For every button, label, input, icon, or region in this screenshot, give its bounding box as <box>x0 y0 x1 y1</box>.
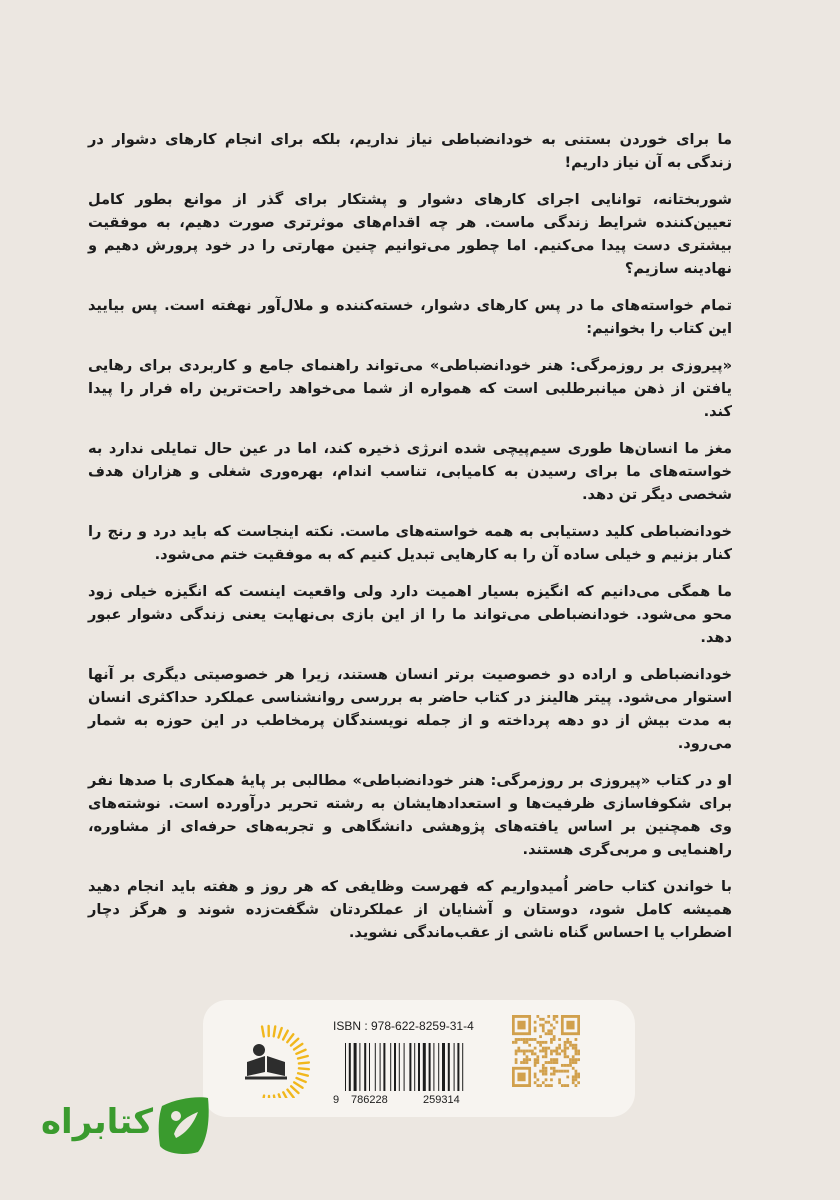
back-cover-text <box>88 128 732 958</box>
barcode-digit-first: 9 <box>333 1094 340 1106</box>
paragraph: او در کتاب «پیروزی بر روزمرگی: هنر خودانضباطی» مطالبی بر پایهٔ همکاری با صدها نفر برای شکوفاسازی ظرفیت‌ها و استعدادهایشان به رشته تحریر درآورده است. نوشته‌های وی همچنین بر اساس یافته‌های پژوهشی دانشگاهی و تجربه‌های حرفه‌ای از مشاوره، راهنمایی و مربی‌گری هستند. <box>88 772 732 858</box>
paragraph: تمام خواسته‌های ما در پس کارهای دشوار، خسته‌کننده و ملال‌آور نهفته است. پس بیایید این کتاب را بخوانیم: <box>88 297 732 337</box>
paragraph: خودانضباطی کلید دستیابی به همه خواسته‌های ماست. نکته اینجاست که باید درد و رنج را کنار بزنیم و خیلی ساده آن را به کارهایی تبدیل کنیم که به موفقیت ختم می‌شود. <box>88 523 732 563</box>
book-leaf-icon <box>154 1094 212 1156</box>
paragraph: ما همگی می‌دانیم که انگیزه بسیار اهمیت دارد ولی واقعیت اینست که انگیزه خیلی زود محو می‌شود. خودانضباطی می‌تواند ما را از این بازی بی‌نهایت یعنی زندگی دشوار عبور دهد. <box>88 583 732 646</box>
barcode-digits-right: 259314 <box>423 1094 460 1106</box>
paragraph: خودانضباطی و اراده دو خصوصیت برتر انسان هستند، زیرا هر خصوصیتی دیگری بر آنها استوار می‌شود. پیتر هالینز در کتاب حاضر به بررسی روانشناسی عملکرد حداکثری انسان به مدت بیش از دو دهه پرداخته و از جمله نویسندگان پرمخاطب در این حوزه به شمار می‌رود. <box>88 666 732 752</box>
paragraph: ما برای خوردن بستنی به خودانضباطی نیاز نداریم، بلکه برای انجام کارهای دشوار در زندگی به آن نیاز داریم! <box>88 131 732 171</box>
qr-code <box>512 1015 580 1087</box>
paragraph: «پیروزی بر روزمرگی: هنر خودانضباطی» می‌تواند راهنمای جامع و کاربردی برای رهایی یافتن از ذهن میانبرطلبی است که همواره از شما می‌خواهد راحت‌ترین راه فرار را پیدا کند. <box>88 357 732 420</box>
paragraph: مغز ما انسان‌ها طوری سیم‌پیچی شده انرژی ذخیره کند، اما در عین حال تمایلی ندارد به خواسته‌های ما برای رسیدن به کامیابی، تناسب اندام، بهره‌وری شغلی و هزاران هدف شخصی دیگر تن دهد. <box>88 440 732 503</box>
brand-logo <box>40 1090 212 1160</box>
sunburst-reader-icon <box>231 1010 311 1098</box>
paragraph: شوربختانه، توانایی اجرای کارهای دشوار و پشتکار برای گذر از موانع بطور کامل تعیین‌کننده شرایط زندگی ماست. هر چه اقدام‌های موثرتری صورت دهیم، به موفقیت بیشتری دست پیدا می‌کنیم. اما چطور می‌توانیم چنین مهارتی را در خود پرورش دهیم و نهادینه سازیم؟ <box>88 191 732 277</box>
barcode-digits-left: 786228 <box>351 1094 388 1106</box>
barcode <box>343 1043 493 1091</box>
brand-name: کتابراه <box>40 1102 154 1142</box>
isbn-label: ISBN : 978-622-8259-31-4 <box>333 1019 474 1033</box>
isbn-panel <box>203 1000 635 1117</box>
paragraph: با خواندن کتاب حاضر اُمیدواریم که فهرست وظایفی که هر روز و هفته باید انجام دهید همیشه کامل شود، دوستان و آشنایان از عملکردتان شگفت‌زده شوند و هرگز دچار اضطراب یا احساس گناه ناشی از عقب‌ماندگی نشوید. <box>88 878 732 941</box>
